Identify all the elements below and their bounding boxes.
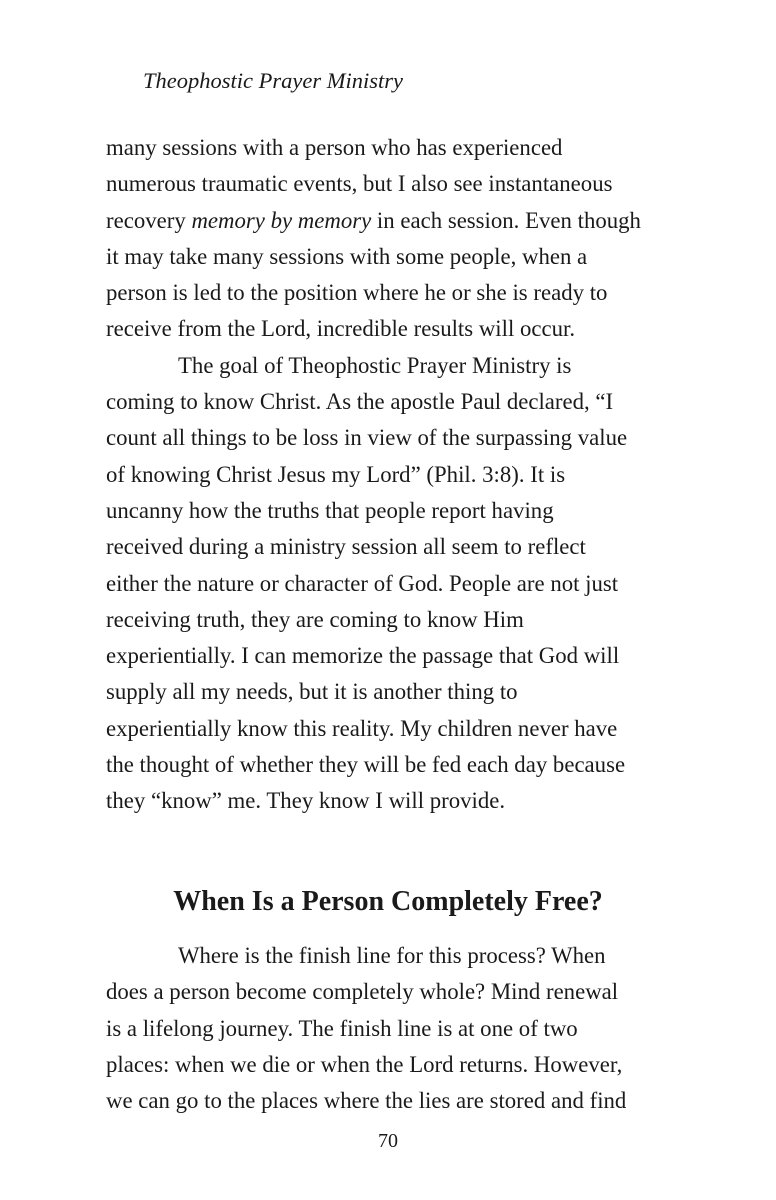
text-line: places: when we die or when the Lord returns. However, xyxy=(106,1051,623,1077)
text-line: supply all my needs, but it is another thing to xyxy=(106,679,518,705)
text-line: Where is the finish line for this process? When xyxy=(178,943,606,968)
text-line: numerous traumatic events, but I also see instantaneous xyxy=(106,171,613,197)
text-line: they “know” me. They know I will provide. xyxy=(106,788,506,814)
text-line: is a lifelong journey. The finish line is at one of two xyxy=(106,1015,578,1041)
text-line: either the nature or character of God. People are not just xyxy=(106,570,619,596)
text-line: The goal of Theophostic Prayer Ministry is xyxy=(178,352,572,378)
text-line: uncanny how the truths that people report having xyxy=(106,497,554,523)
text-line: coming to know Christ. As the apostle Paul declared, “I xyxy=(106,389,614,415)
text-line xyxy=(106,203,668,239)
text-line: of knowing Christ Jesus my Lord” (Phil. 3:8). It is xyxy=(106,461,566,487)
page-number: 70 xyxy=(378,1130,398,1152)
section-body-text xyxy=(106,938,668,1119)
text-line: experientially. I can memorize the passage that God will xyxy=(106,643,620,669)
text-line: we can go to the places where the lies are stored and find xyxy=(106,1088,627,1114)
body-text xyxy=(106,130,668,820)
text-line: experientially know this reality. My children never have xyxy=(106,715,618,741)
text-line: person is led to the position where he or she is ready to xyxy=(106,280,608,306)
text-line: many sessions with a person who has experienced xyxy=(106,135,563,160)
text-line: receiving truth, they are coming to know Him xyxy=(106,606,524,632)
running-head: Theophostic Prayer Ministry xyxy=(143,68,403,93)
text-line: it may take many sessions with some people, when a xyxy=(106,243,588,269)
text-run: in each session. Even though xyxy=(371,207,641,233)
text-line: does a person become completely whole? Mind renewal xyxy=(106,979,619,1005)
text-line: the thought of whether they will be fed each day because xyxy=(106,752,626,778)
text-line: count all things to be loss in view of the surpassing value xyxy=(106,425,628,451)
text-line: received during a ministry session all seem to reflect xyxy=(106,534,586,560)
text-line: receive from the Lord, incredible results will occur. xyxy=(106,316,576,342)
emphasized-text: memory by memory xyxy=(191,207,372,233)
text-run: recovery xyxy=(106,207,192,233)
section-heading: When Is a Person Completely Free? xyxy=(173,886,603,917)
